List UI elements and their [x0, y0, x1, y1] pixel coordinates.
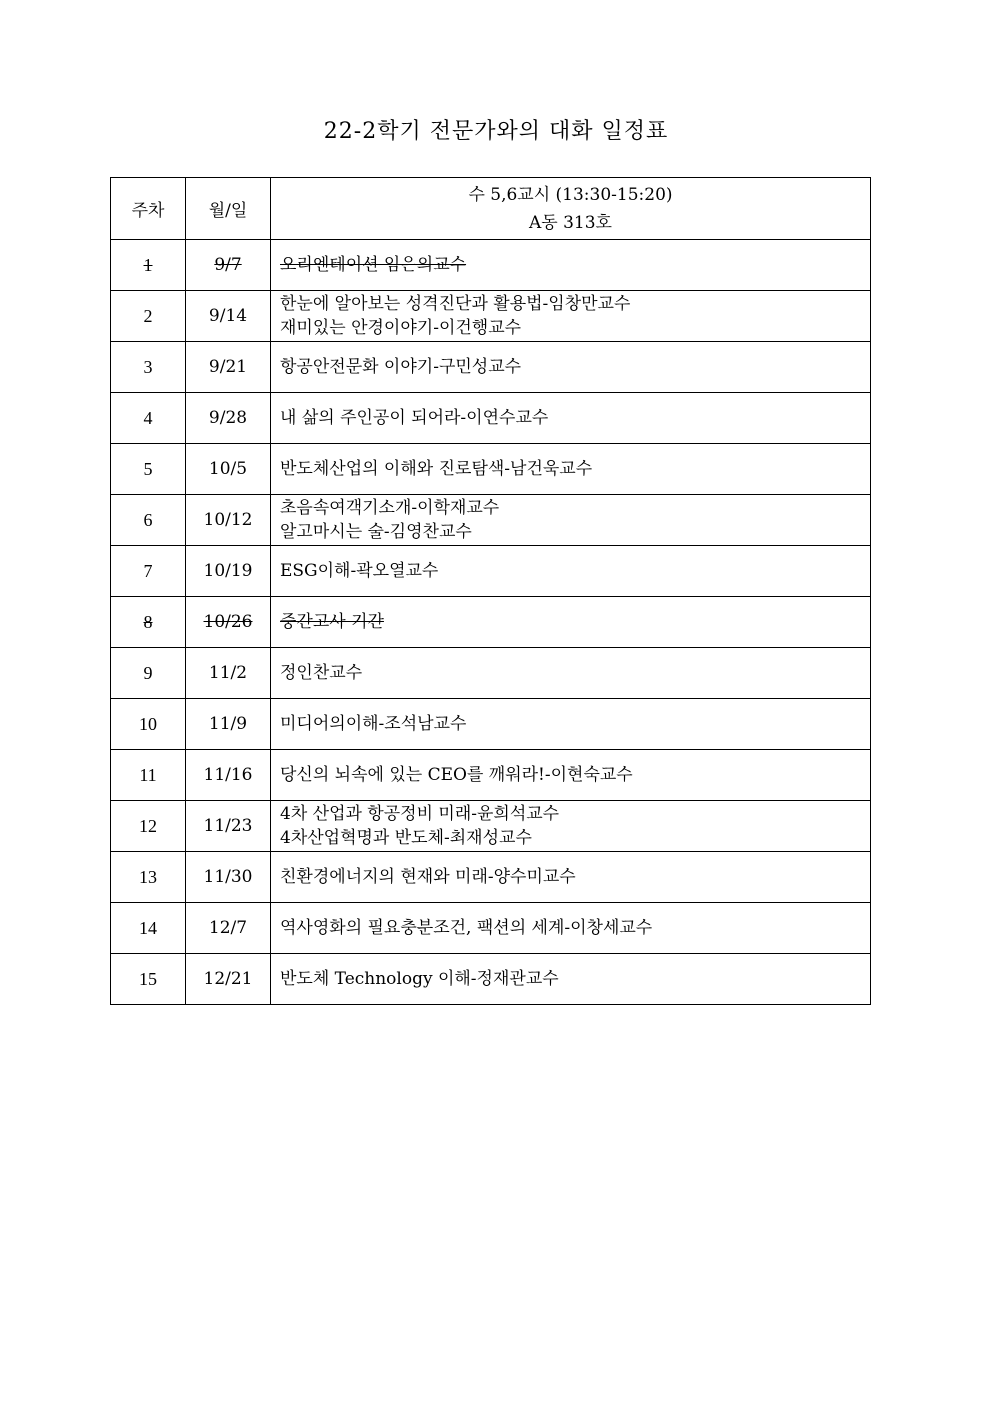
lecture-title: 역사영화의 필요충분조건, 팩션의 세계-이창세교수: [280, 918, 653, 938]
session-header: [271, 178, 871, 240]
date-cell: 12/7: [186, 903, 271, 954]
week-cell: 5: [111, 444, 186, 495]
date-cell: 10/26: [186, 597, 271, 648]
lecture-title-secondary: 알고마시는 술-김영찬교수: [280, 522, 472, 542]
week-cell: 3: [111, 342, 186, 393]
table-row: [111, 852, 871, 903]
lecture-cell: [271, 648, 871, 699]
date-cell: 10/19: [186, 546, 271, 597]
table-row: [111, 648, 871, 699]
lecture-cell: [271, 852, 871, 903]
date-cell: 10/5: [186, 444, 271, 495]
date-cell: 9/14: [186, 291, 271, 342]
table-row: [111, 903, 871, 954]
lecture-title: 한눈에 알아보는 성격진단과 활용법-임창만교수: [280, 294, 631, 314]
week-cell: 7: [111, 546, 186, 597]
week-cell: 1: [111, 240, 186, 291]
table-body: [111, 240, 871, 1005]
table-row: [111, 597, 871, 648]
lecture-cell: [271, 750, 871, 801]
lecture-cell: [271, 699, 871, 750]
week-header: 주차: [111, 178, 186, 240]
date-cell: 11/9: [186, 699, 271, 750]
lecture-title: 내 삶의 주인공이 되어라-이연수교수: [280, 408, 549, 428]
session-room: A동 313호: [529, 212, 612, 233]
lecture-title: 친환경에너지의 현재와 미래-양수미교수: [280, 867, 576, 887]
table-row: [111, 240, 871, 291]
table-row: [111, 699, 871, 750]
week-cell: 15: [111, 954, 186, 1005]
lecture-cell: [271, 495, 871, 546]
week-cell: 9: [111, 648, 186, 699]
table-row: [111, 750, 871, 801]
page-title: 22-2학기 전문가와의 대화 일정표: [323, 119, 669, 144]
lecture-cell: [271, 801, 871, 852]
table-row: [111, 342, 871, 393]
date-cell: 11/23: [186, 801, 271, 852]
week-cell: 10: [111, 699, 186, 750]
date-cell: 12/21: [186, 954, 271, 1005]
week-cell: 8: [111, 597, 186, 648]
lecture-cell: [271, 903, 871, 954]
lecture-cell: [271, 291, 871, 342]
week-cell: 14: [111, 903, 186, 954]
lecture-title: 당신의 뇌속에 있는 CEO를 깨워라!-이현숙교수: [280, 765, 633, 785]
table-header-row: [111, 178, 871, 240]
lecture-cell: [271, 342, 871, 393]
table-row: [111, 954, 871, 1005]
lecture-title: 초음속여객기소개-이학재교수: [280, 498, 500, 518]
week-cell: 12: [111, 801, 186, 852]
lecture-title: 반도체 Technology 이해-정재관교수: [280, 969, 559, 989]
lecture-title: ESG이해-곽오열교수: [280, 561, 439, 581]
date-cell: 9/7: [186, 240, 271, 291]
lecture-title: 반도체산업의 이해와 진로탐색-남건욱교수: [280, 459, 593, 479]
lecture-title-secondary: 4차산업혁명과 반도체-최재성교수: [280, 828, 532, 848]
week-cell: 4: [111, 393, 186, 444]
lecture-title: 항공안전문화 이야기-구민성교수: [280, 357, 522, 377]
lecture-title-secondary: 재미있는 안경이야기-이건행교수: [280, 318, 522, 338]
date-header: 월/일: [186, 178, 271, 240]
lecture-title: 미디어의이해-조석남교수: [280, 714, 467, 734]
date-cell: 11/2: [186, 648, 271, 699]
table-row: [111, 546, 871, 597]
lecture-cell: [271, 240, 871, 291]
table-row: [111, 393, 871, 444]
table-row: [111, 495, 871, 546]
lecture-cell: [271, 393, 871, 444]
lecture-cell: [271, 597, 871, 648]
date-cell: 11/16: [186, 750, 271, 801]
session-time: 수 5,6교시 (13:30-15:20): [468, 184, 673, 205]
table-row: [111, 444, 871, 495]
date-cell: 9/28: [186, 393, 271, 444]
schedule-table: [110, 177, 871, 1005]
table-row: [111, 291, 871, 342]
table-row: [111, 801, 871, 852]
lecture-title: 중간고사 기간: [280, 612, 384, 632]
date-cell: 10/12: [186, 495, 271, 546]
date-cell: 9/21: [186, 342, 271, 393]
lecture-cell: [271, 954, 871, 1005]
date-cell: 11/30: [186, 852, 271, 903]
lecture-title: 정인찬교수: [280, 663, 363, 683]
lecture-title: 4차 산업과 항공정비 미래-윤희석교수: [280, 804, 560, 824]
week-cell: 13: [111, 852, 186, 903]
week-cell: 11: [111, 750, 186, 801]
lecture-title: 오리엔테이션 임은의교수: [280, 255, 467, 275]
lecture-cell: [271, 546, 871, 597]
week-cell: 2: [111, 291, 186, 342]
week-cell: 6: [111, 495, 186, 546]
lecture-cell: [271, 444, 871, 495]
